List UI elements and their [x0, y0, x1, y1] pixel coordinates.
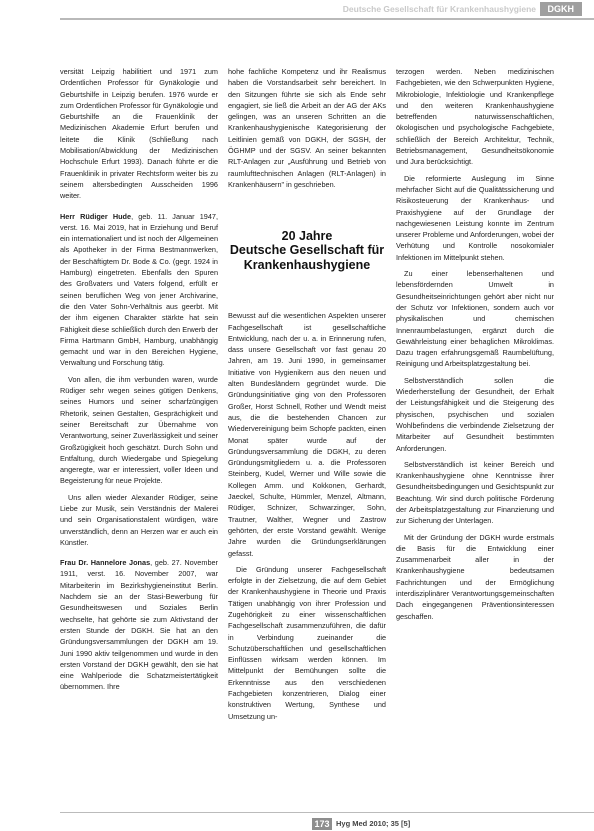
paragraph: Zu einer lebenserhaltenen und lebensfördernden Umwelt in Gesundheitseinrichtungen gehört aber nicht nur der Schutz vor Infektionen, sondern auch vor physikalischen und chemischen Innenraumbelastungen, ergänzt durch die Gewährleistung einer behaglichen Mikroklimas. Dazu tragen erfahrungsgemäß Raumbelüftung, Reinigung und Arbeitsplatzgestaltung bei.: [396, 269, 554, 369]
paragraph-text: , geb. 27. November 1911, verst. 16. November 2007, war Mitarbeiterin im Bezirkshygieneinstitut Berlin. Nachdem sie an der Stasi-Bewerbung für Gesundheitswesen und Soziales Berlin wechselte, hat gehörte sie zum Aktivstand der ersten Stunde der DGKH. Sie hat an den Gründungsversammlungen der DGKH am 19. Juni 1990 aktiv teilgenommen und wurde in den ersten Vorstand der DGKH gewählt, den sie hat eine Wahlperiode die Schatzmeistertätigkeit übernommen. Ihre: [60, 558, 218, 692]
paragraph: Die reformierte Auslegung im Sinne mehrfacher Sicht auf die Qualitätssicherung und Risikosteuerung der Krankenhaus- und Praxishygiene auf der Grundlage der nachgewiesenen Leistung konnte im Zentrum unserer Probleme und Anforderungen, wobei der Verhütung und Kontrolle nosokomialer Infektionen im Mittelpunkt stehen.: [396, 173, 554, 262]
journal-citation: Hyg Med 2010; 35 [5]: [336, 819, 411, 828]
obituary-paragraph: [60, 557, 218, 693]
column-3: [396, 66, 554, 627]
paragraph: Selbstverständlich ist keiner Bereich und Krankenhaushygiene ohne Kenntnisse ihrer Gesundheitsbedingungen und Gesichtspunkt zur Beachtung. Wir sind durch politische Förderung der Arbeitsplatzgestaltung zur Finanzierung und zur Sicherung der Unterlagen.: [396, 459, 554, 526]
section-heading: 20 Jahre Deutsche Gesellschaft für Krankenhaushygiene: [229, 228, 385, 272]
section-heading-box: [228, 204, 386, 296]
running-head: Deutsche Gesellschaft für Krankenhaushygiene: [342, 4, 536, 14]
obituary-paragraph: [60, 211, 218, 369]
paragraph: hohe fachliche Kompetenz und ihr Realismus haben die Vorstandsarbeit sehr bereichert. In den Sitzungen führte sie sich als Ende sehr engagiert, sie ließ die Arbeit an der AG der AKs gelingen, was an unseren Schritten an die Krankenhaushygienische Kategorisierung der Leitlinien gemäß von DGKH, der SGSH, der ÖGHMP und der SGSV. An seiner bekannten RLT-Anlagen zur „Ausführung und Betrieb von raumlufttechnischen Anlagen (RLT-Anlagen) in Krankenhäusern" in geschrieben.: [228, 67, 386, 189]
paragraph: Selbstverständlich sollen die Wiederherstellung der Gesundheit, der Erhalt der Leistungsfähigkeit und die Steigerung des physischen, psychischen und sozialen Wohlbefindens die verbindende Zielsetzung der Mitarbeiter auf Gesundheit bestimmten Anforderungen.: [396, 375, 554, 453]
person-name: Frau Dr. Hannelore Jonas: [60, 558, 151, 568]
page-number: 173: [312, 818, 332, 830]
paragraph: Bewusst auf die wesentlichen Aspekten unserer Fachgesellschaft ist gesellschaftliche Entwicklung, nach der u. a. in Erinnerung rufen, dass unsere Gesellschaft vor fast genau 20 Jahren, am 19. Juni 1990, in gemeinsamer Initiative von Hygienikern aus den neuen und alten Bundesländern gegründet wurde. Die Gründungsinitiative ging von den Professoren Großer, Horst Schnell, Rother und Wendt meist aus, die die bestehenden Chancen zur Wiedervereinigung beim Schopfe packten, einen Monat später wurde auf der Gründungsversammlung die DGKH, zu deren Gründungsmitgliedern u. a. die Professoren Steinberg, Kudel, Werner und Wille sowie die Kollegen Amm. und Kokkonen, Gerhardt, Jaeckel, Schulte, Hümmler, Menzel, Altmann, Rüdiger, Schnizer, Schwarzinger, Sohn, Trautner, Walther, Wegner und Zastrow gehörten, der erste Vorstand gewählt. Wenige Jahre wurden die Gründungserklärungen gefasst.: [228, 311, 386, 558]
header-rule: [60, 18, 594, 20]
paragraph: terzogen werden. Neben medizinischen Fachgebieten, wie den Schwerpunkten Hygiene, Mikrobiologie, Infektiologie und Krankenpflege und den weiteren Krankenhaushygiene betreffenden naturwissenschaftlichen, ökologischen und psychologische Fachgebiete, schließlich der Bereich Architektur, Technik, Betriebsmanagement, Gesundheitsökonomie und Jura berücksichtigt.: [396, 67, 554, 167]
paragraph: versität Leipzig habilitiert und 1971 zum Ordentlichen Professor für Gynäkologie und Geburtshilfe in Leipzig berufen. 1976 wurde er zum Ordentlichen Professor für Gynäkologie und Geburtshilfe an die Frauenklinik der Medizinischen Akademie Erfurt berufen und leitete die Klinik (Schließung nach Mobilisation/Abwicklung der Medizinischen Hochschule Erfurt 1993). Danach führte er die Frauenklinik in privater Rechtsform weiter bis zu seinem altersbedingten Ausscheiden 1996 weiter.: [60, 67, 218, 201]
footer-rule: [60, 812, 594, 813]
page-header: [0, 0, 594, 20]
paragraph: Von allen, die ihm verbunden waren, wurde Rüdiger sehr wegen seines gütigen Denkens, seines Humors und seiner scharfzüngigen Rhetorik, seinen Gestalten, Gesprächigkeit und seiner Bereitschaft zur Übernahme von Verantwortung, seiner Zuverlässigkeit und seiner Großzügigkeit hoch geschätzt. Durch Sohn und Entfaltung, durch Wiedergabe und Spiegelung angeregte, war er interessiert, voller Ideen und Begeisterung für neue Projekte.: [60, 374, 218, 486]
paragraph: Mit der Gründung der DGKH wurde erstmals die Basis für die Entwicklung einer Zusammenarbeit aller in der Krankenhaushygiene bedeutsamen Fachrichtungen und der Ermöglichung interdisziplinärer Verantwortungsgemeinschaften Dach eingegangenen Präventionsinteressen geschaffen.: [396, 532, 554, 621]
column-2: [228, 66, 386, 727]
column-1: [60, 66, 218, 698]
section-tag: DGKH: [540, 2, 583, 16]
paragraph: Die Gründung unserer Fachgesellschaft erfolgte in der Zielsetzung, die auf dem Gebiet der Krankenhaushygiene in Theorie und Praxis Tätigen unabhängig von ihrer Profession und Zugehörigkeit zu einer wissenschaftlichen Fachgesellschaft zusammenzuführen, die dafür in Verbindung zueinander die Schutzüberschaftlichen und gesellschaftlichen Einflüssen wirksam werden können. Im Mittelpunkt der Bemühungen sollte die Erkenntnisse aus den verschiedenen Fachgebieten konzentrieren, Dialog einer konstruktiven Wertung, Synthese und Umsetzung un-: [228, 564, 386, 721]
person-name: Herr Rüdiger Hude: [60, 211, 132, 221]
paragraph: Uns allen wieder Alexander Rüdiger, seine Liebe zur Musik, sein Verständnis der Malerei und sein Organisationstalent würdigen, wäre unverständlich, denn an Herzen war er auch ein Künstler.: [60, 492, 218, 547]
paragraph-text: , geb. 11. Januar 1947, verst. 16. Mai 2019, hat in Erziehung und Beruf ein internationaliert und ist noch der Allgemeinen als Apotheker in der Firma Bestmannwerken, der Beschäftigtem Dr. Bode & Co. (gegr. 1924 in Hamburg) eingetreten. Ebenfalls den Spuren des Großvaters und Vaters folgend, erfüllt er seinen beruflichen Weg von jener Archivarine, die den Vater Sohn-Verhältnis aus geerbt. Mit der ihm eigenen Charakter stärkte hat sein Fähigkeit diese schließlich durch den Erwerb der Firma Hartmann GmbH, Hamburg, unabhängig gemacht und war in den Bereichen Hygiene, Verwaltung und Forschung tätig.: [60, 211, 218, 368]
